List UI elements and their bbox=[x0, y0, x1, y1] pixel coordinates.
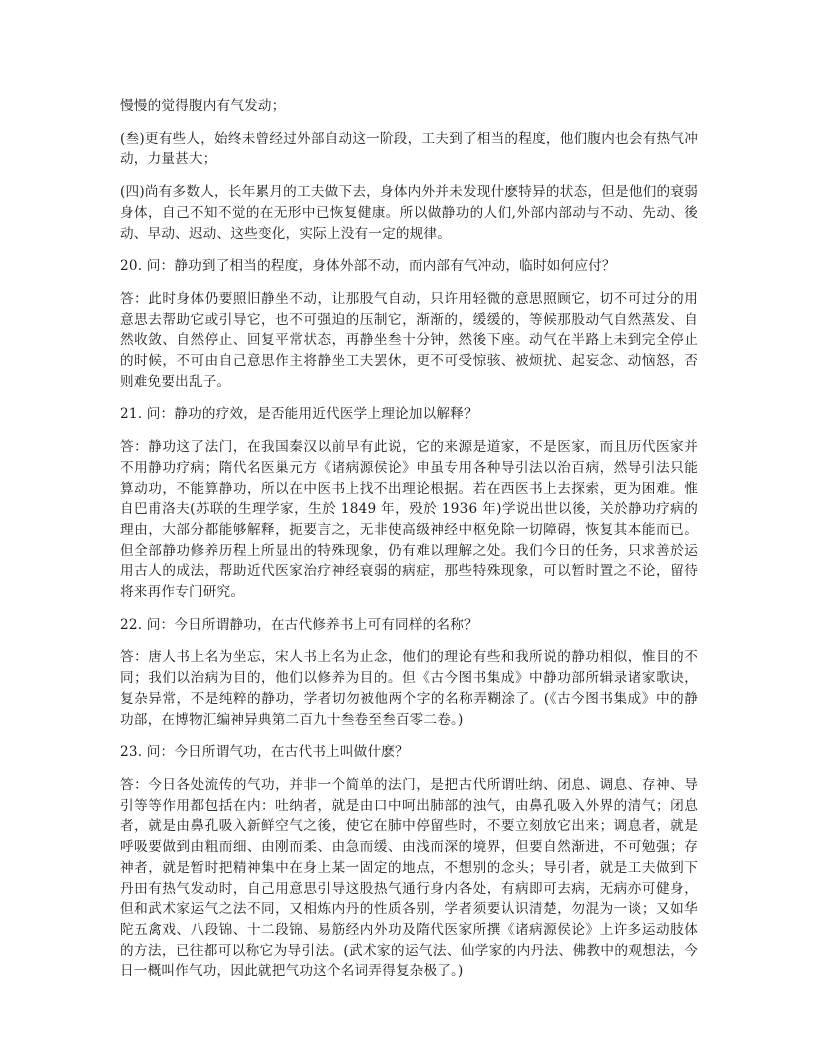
answer-21: 答：静功这了法门，在我国秦汉以前早有此说，它的来源是道家，不是医家，而且历代医家并不用静功疗病；隋代名医巢元方《诸病源侯论》申虽专用各种导引法以治百病，然导引法只能算动功，不能算静功，所以在中医书上找不出理论根据。若在西医书上去探索，更为困难。惟自巴甫洛夫(苏联的生理学家，生於 1849 年，殁於 1936 年)学说出世以後，关於静功疗病的理由，大部分都能够解释，扼要言之，无非使高级神经中枢免除一切障碍，恢复其本能而已。但全部静功修养历程上所显出的特殊现象，仍有难以理解之处。我们今日的任务，只求善於运用古人的成法，帮助近代医家治疗神经衰弱的病症，那些特殊现象，可以暂时置之不论，留待将来再作专门研究。 bbox=[120, 439, 698, 601]
answer-20: 答：此时身体仍要照旧静坐不动，让那股气自动，只许用轻微的意思照顾它，切不可过分的用意思去帮助它或引导它，也不可强迫的压制它，渐渐的，缓缓的，等候那股动气自然蒸发、自然收敛、自然停止、回复平常状态，再静坐叁十分钟，然後下座。动气在半路上未到完全停止的时候，不可由自己意思作主将静坐工夫罢休，更不可受惊骇、被烦扰、起妄念、动恼怒，否则难免要出乱子。 bbox=[120, 290, 698, 390]
question-21: 21. 问：静功的疗效，是否能用近代医学上理论加以解释？ bbox=[120, 406, 478, 423]
question-23: 23. 问：今日所谓气功，在古代书上叫做什麽？ bbox=[120, 744, 409, 761]
paragraph-continuation: 慢慢的觉得腹内有气发动； bbox=[120, 98, 286, 114]
question-22: 22. 问：今日所谓静功，在古代修养书上可有同样的名称？ bbox=[120, 616, 478, 633]
answer-23: 答：今日各处流传的气功，并非一个简单的法门，是把古代所谓吐纳、闭息、调息、存神、导引等等作用都包括在内：吐纳者，就是由口中呵出肺部的浊气，由鼻孔吸入外界的清气；闭息者，就是由鼻孔吸入新鲜空气之後，使它在肺中停留些时，不要立刻放它出来；调息者，就是呼吸要做到由粗而细、由刚而柔、由急而缓、由浅而深的境界，但要自然渐进，不可勉强；存神者，就是暂时把精神集中在身上某一固定的地点，不想别的念头；导引者，就是工夫做到下丹田有热气发动时，自己用意思引导这股热气通行身内各处，有病即可去病，无病亦可健身，但和武术家运气之法不同，又相炼内丹的性质各别，学者须要认识清楚，勿混为一谈；又如华陀五禽戏、八段锦、十二段锦、易筋经内外功及隋代医家所撰《诸病源侯论》上许多运动肢体的方法，已往都可以称它为导引法。(武术家的运气法、仙学家的内丹法、佛教中的观想法，今日一概叫作气功，因此就把气功这个名词弄得复杂极了。) bbox=[120, 776, 698, 980]
paragraph-item-4: (四)尚有多数人，长年累月的工夫做下去，身体内外并未发现什麽特异的状态，但是他们的衰弱身体，自己不知不觉的在无形中已恢复健康。所以做静功的人们,外部内部动与不动、先动、後动、早动、迟动、这些变化，实际上没有一定的规律。 bbox=[120, 184, 698, 242]
question-20: 20. 问：静功到了相当的程度，身体外部不动，而内部有气冲动，临时如何应付？ bbox=[120, 258, 616, 275]
paragraph-item-3: (叁)更有些人，始终未曾经过外部自动这一阶段，工夫到了相当的程度，他们腹内也会有热气冲动，力量甚大； bbox=[120, 130, 698, 168]
answer-22: 答：唐人书上名为坐忘，宋人书上名为止念，他们的理论有些和我所说的静功相似，惟目的不同；我们以治病为目的，他们以修养为目的。但《古今图书集成》中静功部所辑录诸家歌诀，复杂异常，不是纯粹的静功，学者切勿被他两个字的名称弄糊涂了。(《古今图书集成》中的静功部，在博物汇编神异典第二百九十叁卷至叁百零二卷。) bbox=[120, 649, 698, 728]
document-page bbox=[120, 96, 698, 994]
